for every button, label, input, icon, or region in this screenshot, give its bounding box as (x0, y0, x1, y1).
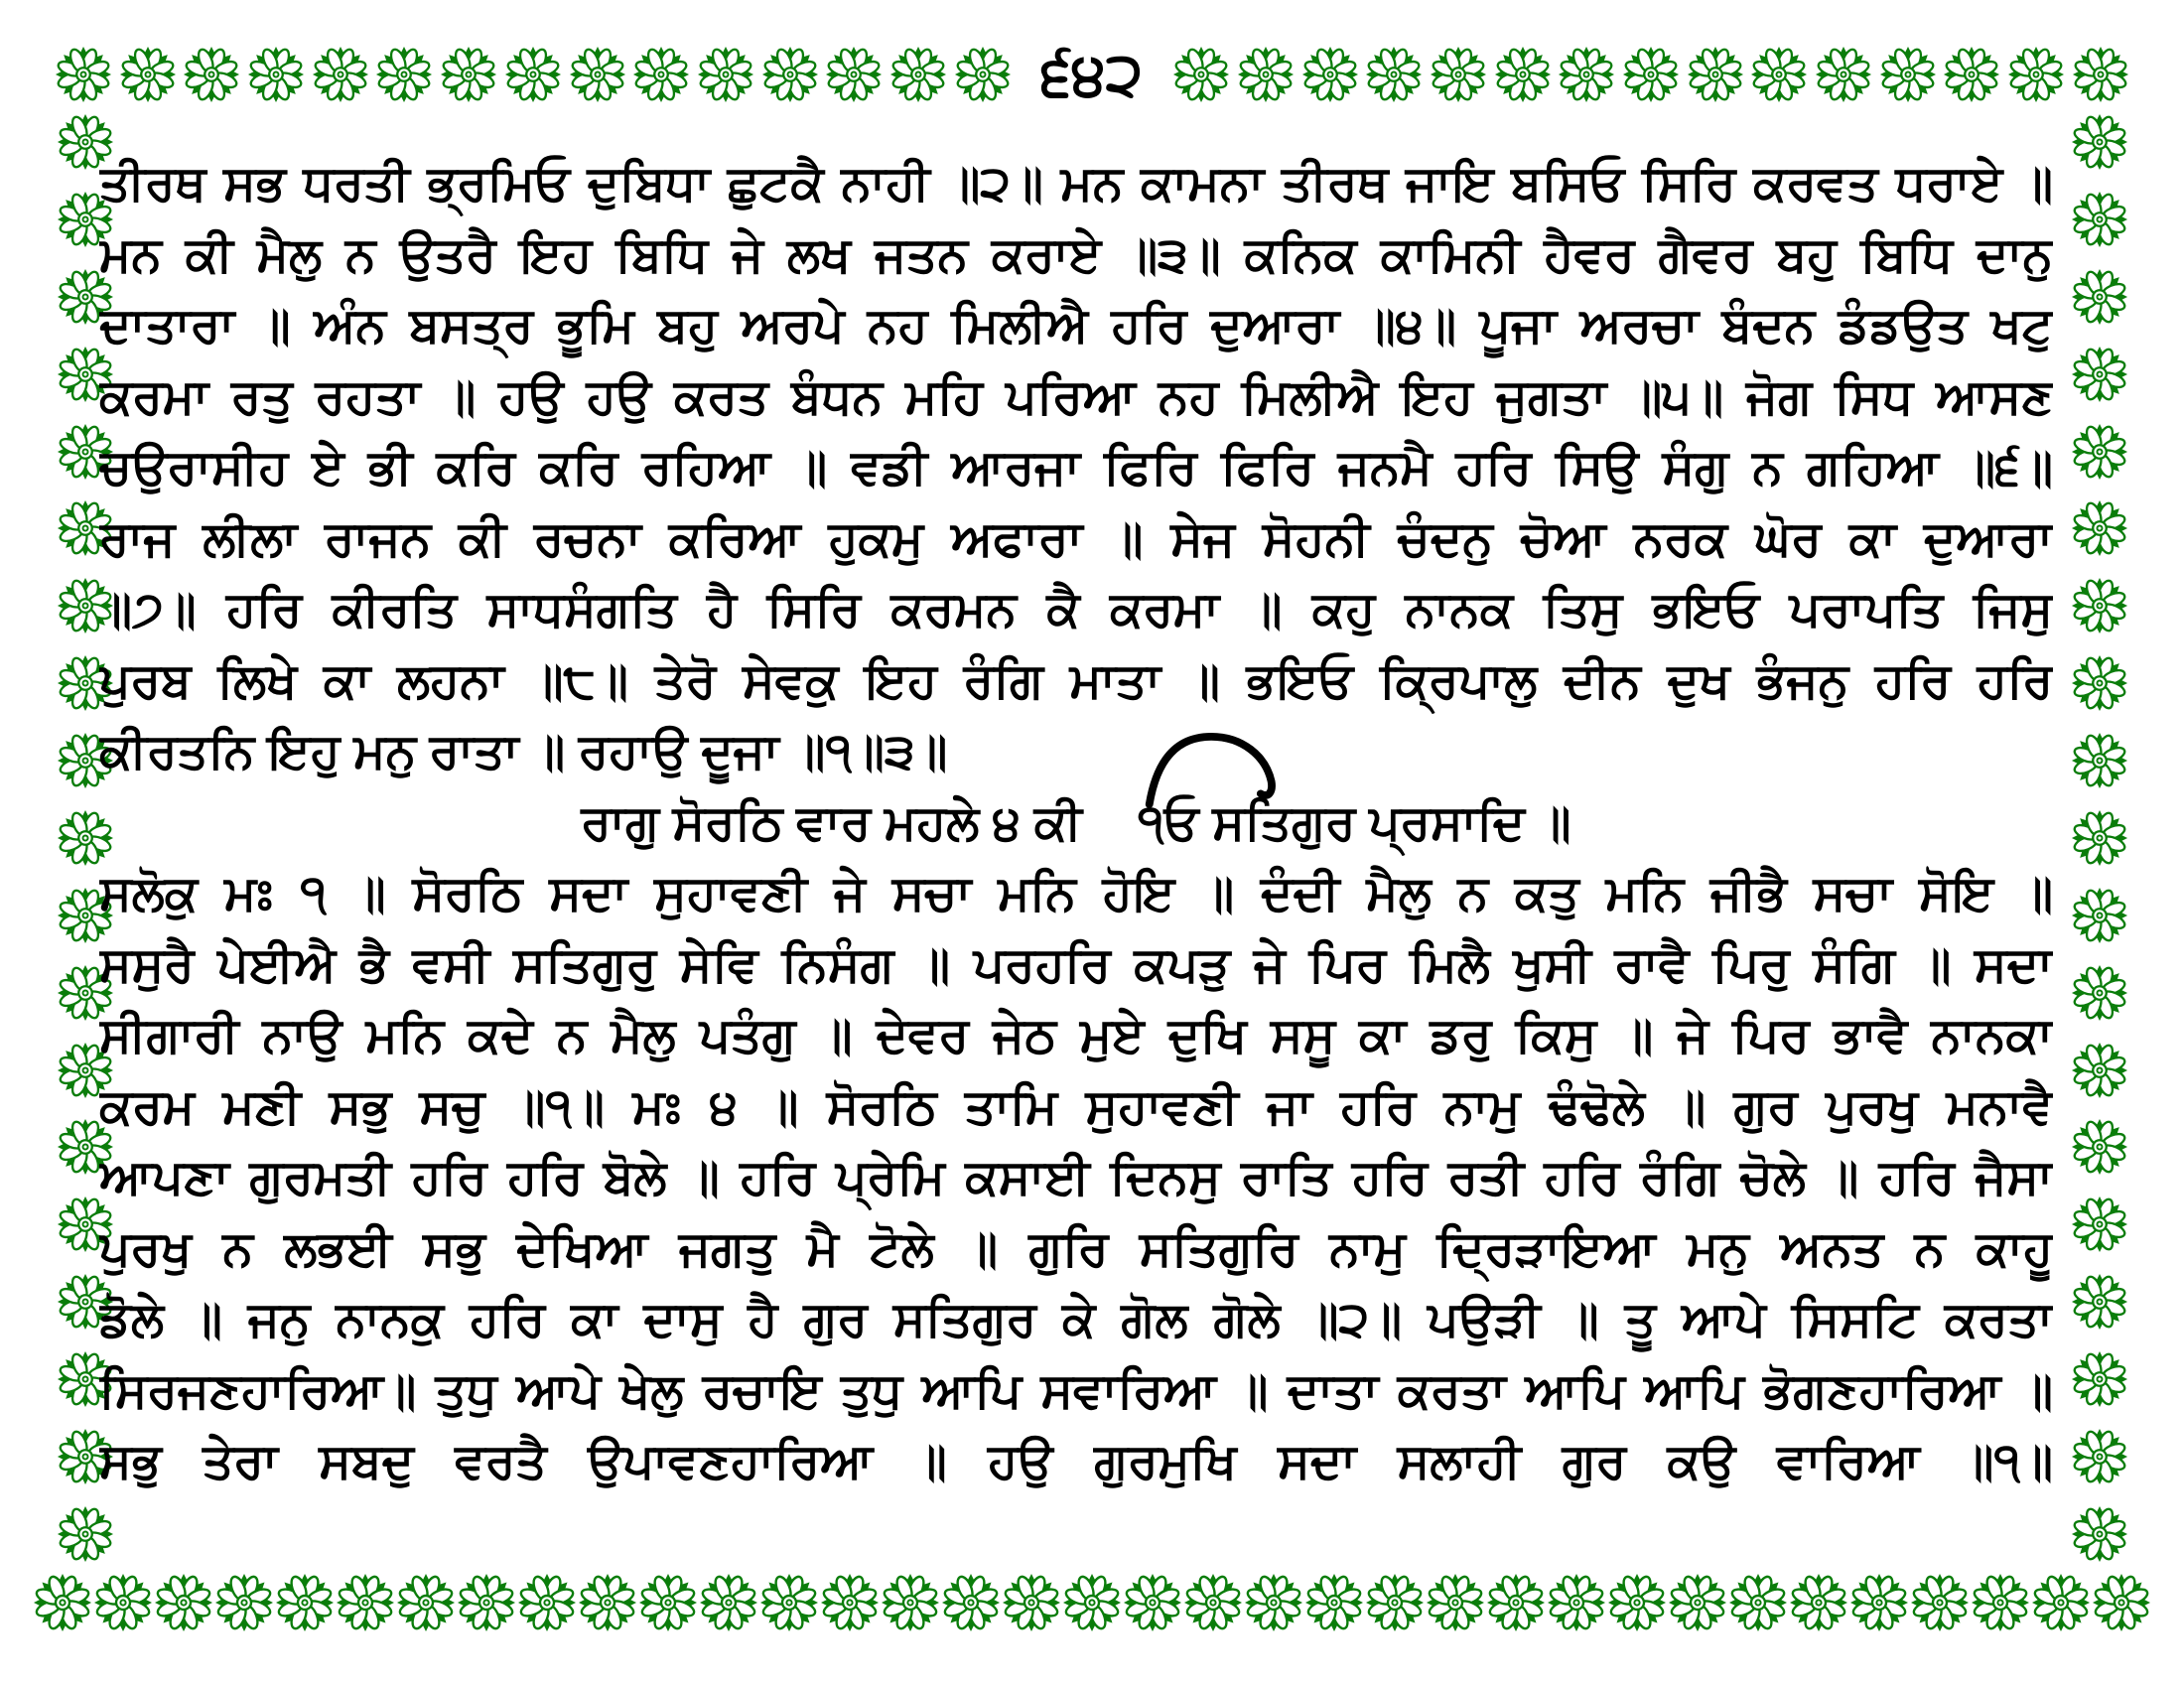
flower-ornament-icon (2071, 1196, 2128, 1253)
flower-ornament-icon (941, 1573, 1001, 1632)
flower-ornament-icon (954, 46, 1012, 103)
flower-ornament-icon (2071, 191, 2128, 248)
flower-ornament-icon (1789, 1573, 1848, 1632)
text-line-7: ॥੭॥ ਹਰਿ ਕੀਰਤਿ ਸਾਧਸੰਗਤਿ ਹੈ ਸਿਰਿ ਕਰਮਨ ਕੈ ਕਰਮਾ ॥ ਕਹੁ ਨਾਨਕ ਤਿਸੁ ਭਇਓ ਪਰਾਪਤਿ ਜਿਸੁ (99, 583, 2053, 636)
flower-ornament-icon (1943, 46, 2000, 103)
flower-ornament-icon (2071, 1428, 2128, 1485)
flower-ornament-icon (1304, 1573, 1364, 1632)
raag-header-line (99, 788, 2053, 860)
flower-ornament-icon (1237, 46, 1295, 103)
flower-ornament-icon (2072, 46, 2129, 103)
flower-ornament-icon (1430, 46, 1487, 103)
flower-ornament-icon (1486, 1573, 1546, 1632)
flower-ornament-icon (1062, 1573, 1122, 1632)
flower-ornament-icon (2071, 1350, 2128, 1408)
text-line-5: ਚਉਰਾਸੀਹ ਏ ਭੀ ਕਰਿ ਕਰਿ ਰਹਿਆ ॥ ਵਡੀ ਆਰਜਾ ਫਿਰਿ ਫਿਰਿ ਜਨਮੈ ਹਰਿ ਸਿਉ ਸੰਗੁ ਨ ਗਹਿਆ ॥੬॥ (99, 441, 2053, 494)
flower-ornament-icon (55, 46, 112, 103)
flower-ornament-icon (183, 46, 240, 103)
text-line-9: ਕੀਰਤਨਿ ਇਹੁ ਮਨੁ ਰਾਤਾ ॥ ਰਹਾਉ ਦੂਜਾ ॥੧॥੩॥ (99, 725, 948, 778)
flower-ornament-icon (820, 1573, 880, 1632)
flower-ornament-icon (1971, 1573, 2030, 1632)
flower-ornament-icon (2071, 1042, 2128, 1099)
flower-ornament-icon (632, 46, 690, 103)
flower-ornament-icon (2092, 1573, 2151, 1632)
flower-ornament-icon (1494, 46, 1552, 103)
flower-ornament-icon (2071, 113, 2128, 171)
flower-ornament-icon (1365, 1573, 1425, 1632)
text-line-16: ਪੁਰਖੁ ਨ ਲਭਈ ਸਭੁ ਦੇਖਿਆ ਜਗਤੁ ਮੈ ਟੋਲੇ ॥ ਗੁਰਿ ਸਤਿਗੁਰਿ ਨਾਮੁ ਦ੍ਰਿੜਾਇਆ ਮਨੁ ਅਨਤ ਨ ਕਾਹੂ (99, 1221, 2053, 1276)
page-number: ੬੪੨ (1040, 41, 1144, 107)
flower-ornament-icon (697, 46, 754, 103)
flower-ornament-icon (1750, 46, 1808, 103)
flower-ornament-icon (1002, 1573, 1061, 1632)
flower-ornament-icon (1910, 1573, 1970, 1632)
flower-ornament-icon (1668, 1573, 1727, 1632)
flower-ornament-icon (2071, 809, 2128, 867)
flower-ornament-icon (517, 1573, 577, 1632)
flower-ornament-icon (759, 1573, 819, 1632)
top-border-right-ornaments (1172, 45, 2129, 104)
flower-ornament-icon (1879, 46, 1937, 103)
text-line-2: ਮਨ ਕੀ ਮੈਲੁ ਨ ਉਤਰੈ ਇਹ ਬਿਧਿ ਜੇ ਲਖ ਜਤਨ ਕਰਾਏ ॥੩॥ ਕਨਿਕ ਕਾਮਿਨੀ ਹੈਵਰ ਗੈਵਰ ਬਹੁ ਬਿਧਿ ਦਾਨੁ (99, 227, 2053, 282)
flower-ornament-icon (1849, 1573, 1909, 1632)
flower-ornament-icon (761, 46, 819, 103)
flower-ornament-icon (275, 1573, 335, 1632)
top-border-left-ornaments (55, 45, 1012, 104)
text-line-15: ਆਪਣਾ ਗੁਰਮਤੀ ਹਰਿ ਹਰਿ ਬੋਲੇ ॥ ਹਰਿ ਪ੍ਰੇਮਿ ਕਸਾਈ ਦਿਨਸੁ ਰਾਤਿ ਹਰਿ ਰਤੀ ਹਰਿ ਰੰਗਿ ਚੋਲੇ ॥ ਹਰਿ ਜੈਸਾ (99, 1151, 2053, 1204)
flower-ornament-icon (1728, 1573, 1788, 1632)
text-line-6: ਰਾਜ ਲੀਲਾ ਰਾਜਨ ਕੀ ਰਚਨਾ ਕਰਿਆ ਹੁਕਮੁ ਅਫਾਰਾ ॥ ਸੇਜ ਸੋਹਨੀ ਚੰਦਨੁ ਚੋਆ ਨਰਕ ਘੋਰ ਕਾ ਦੁਆਰਾ (99, 511, 2053, 566)
flower-ornament-icon (1622, 46, 1680, 103)
text-line-4: ਕਰਮਾ ਰਤੁ ਰਹਤਾ ॥ ਹਉ ਹਉ ਕਰਤ ਬੰਧਨ ਮਹਿ ਪਰਿਆ ਨਹ ਮਿਲੀਐ ਇਹ ਜੁਗਤਾ ॥੫॥ ਜੋਗ ਸਿਧ ਆਸਣ (99, 369, 2053, 424)
flower-ornament-icon (2071, 1273, 2128, 1331)
text-line-17: ਡੋਲੇ ॥ ਜਨੁ ਨਾਨਕੁ ਹਰਿ ਕਾ ਦਾਸੁ ਹੈ ਗੁਰ ਸਤਿਗੁਰ ਕੇ ਗੋਲ ਗੋਲੇ ॥੨॥ ਪਉੜੀ ॥ ਤੂ ਆਪੇ ਸਿਸਟਿ ਕਰਤਾ (99, 1293, 2053, 1346)
flower-ornament-icon (2071, 268, 2128, 326)
flower-ornament-icon (2071, 499, 2128, 557)
flower-ornament-icon (214, 1573, 274, 1632)
flower-ornament-icon (2071, 887, 2128, 944)
text-line-19: ਸਭੁ ਤੇਰਾ ਸਬਦੁ ਵਰਤੈ ਉਪਾਵਣਹਾਰਿਆ ॥ ਹਉ ਗੁਰਮੁਖਿ ਸਦਾ ਸਲਾਹੀ ਗੁਰ ਕਉ ਵਾਰਿਆ ॥੧॥ (99, 1435, 2053, 1488)
flower-ornament-icon (2007, 46, 2065, 103)
text-line-18: ਸਿਰਜਣਹਾਰਿਆ॥ ਤੁਧੁ ਆਪੇ ਖੇਲੁ ਰਚਾਇ ਤੁਧੁ ਆਪਿ ਸਵਾਰਿਆ ॥ ਦਾਤਾ ਕਰਤਾ ਆਪਿ ਆਪਿ ਭੋਗਣਹਾਰਿਆ ॥ (99, 1363, 2053, 1418)
flower-ornament-icon (825, 46, 883, 103)
flower-ornament-icon (396, 1573, 456, 1632)
flower-ornament-icon (699, 1573, 758, 1632)
top-border (55, 40, 2129, 109)
flower-ornament-icon (2071, 1505, 2128, 1563)
flower-ornament-icon (2071, 423, 2128, 481)
flower-ornament-icon (312, 46, 369, 103)
flower-ornament-icon (2071, 964, 2128, 1022)
flower-ornament-icon (93, 1573, 153, 1632)
flower-ornament-icon (2071, 1118, 2128, 1176)
flower-ornament-icon (1172, 46, 1230, 103)
mangal-ik-onkar: ੧ਓ ਸਤਿਗੁਰ ਪ੍ਰਸਾਦਿ ॥ (1138, 788, 1571, 860)
flower-ornament-icon (2071, 732, 2128, 789)
flower-ornament-icon (1123, 1573, 1182, 1632)
flower-ornament-icon (569, 46, 626, 103)
flower-ornament-icon (1558, 46, 1615, 103)
text-line-12: ਸਸੁਰੈ ਪੇਈਐ ਭੈ ਵਸੀ ਸਤਿਗੁਰੁ ਸੇਵਿ ਨਿਸੰਗ ॥ ਪਰਹਰਿ ਕਪੜੁ ਜੇ ਪਿਰ ਮਿਲੈ ਖੁਸੀ ਰਾਵੈ ਪਿਰੁ ਸੰਗਿ ॥ ਸਦਾ (99, 937, 2053, 992)
flower-ornament-icon (889, 46, 947, 103)
bottom-border (33, 1571, 2151, 1634)
flower-ornament-icon (638, 1573, 698, 1632)
flower-ornament-icon (504, 46, 562, 103)
scripture-text (99, 149, 2053, 1498)
text-line-3: ਦਾਤਾਰਾ ॥ ਅੰਨ ਬਸਤ੍ਰ ਭੂਮਿ ਬਹੁ ਅਰਪੇ ਨਹ ਮਿਲੀਐ ਹਰਿ ਦੁਆਰਾ ॥੪॥ ਪੂਜਾ ਅਰਚਾ ਬੰਦਨ ਡੰਡਉਤ ਖਟੁ (99, 299, 2053, 352)
flower-ornament-icon (1426, 1573, 1485, 1632)
flower-ornament-icon (1301, 46, 1359, 103)
text-line-14: ਕਰਮ ਮਣੀ ਸਭੁ ਸਚੁ ॥੧॥ ਮਃ ੪ ॥ ਸੋਰਠਿ ਤਾਮਿ ਸੁਹਾਵਣੀ ਜਾ ਹਰਿ ਨਾਮੁ ਢੰਢੋਲੇ ॥ ਗੁਰ ਪੁਰਖੁ ਮਨਾਵੈ (99, 1079, 2053, 1134)
flower-ornament-icon (247, 46, 305, 103)
flower-ornament-icon (2071, 346, 2128, 403)
flower-ornament-icon (1547, 1573, 1606, 1632)
raag-title: ਰਾਗੁ ਸੋਰਠਿ ਵਾਰ ਮਹਲੇ ੪ ਕੀ (581, 795, 1082, 850)
text-line-13: ਸੀਗਾਰੀ ਨਾਉ ਮਨਿ ਕਦੇ ਨ ਮੈਲੁ ਪਤੰਗੁ ॥ ਦੇਵਰ ਜੇਠ ਮੁਏ ਦੁਖਿ ਸਸੂ ਕਾ ਡਰੁ ਕਿਸੁ ॥ ਜੇ ਪਿਰ ਭਾਵੈ ਨਾਨਕਾ (99, 1009, 2053, 1062)
text-line-11: ਸਲੋਕੁ ਮਃ ੧ ॥ ਸੋਰਠਿ ਸਦਾ ਸੁਹਾਵਣੀ ਜੇ ਸਚਾ ਮਨਿ ਹੋਇ ॥ ਦੰਦੀ ਮੈਲੁ ਨ ਕਤੁ ਮਨਿ ਜੀਭੈ ਸਚਾ ਸੋਇ ॥ (99, 867, 2053, 920)
flower-ornament-icon (1815, 46, 1872, 103)
right-border (2069, 113, 2130, 1563)
flower-ornament-icon (457, 1573, 516, 1632)
flower-ornament-icon (578, 1573, 637, 1632)
flower-ornament-icon (881, 1573, 940, 1632)
flower-ornament-icon (1183, 1573, 1243, 1632)
flower-ornament-icon (440, 46, 497, 103)
text-line-1: ਤੀਰਥ ਸਭ ਧਰਤੀ ਭ੍ਰਮਿਓ ਦੁਬਿਧਾ ਛੁਟਕੈ ਨਾਹੀ ॥੨॥ ਮਨ ਕਾਮਨਾ ਤੀਰਥ ਜਾਇ ਬਸਿਓ ਸਿਰਿ ਕਰਵਤ ਧਰਾਏ ॥ (99, 157, 2053, 211)
flower-ornament-icon (154, 1573, 213, 1632)
flower-ornament-icon (119, 46, 177, 103)
flower-ornament-icon (336, 1573, 395, 1632)
flower-ornament-icon (2071, 654, 2128, 712)
flower-ornament-icon (375, 46, 433, 103)
flower-ornament-icon (1365, 46, 1423, 103)
flower-ornament-icon (33, 1573, 92, 1632)
flower-ornament-icon (2031, 1573, 2091, 1632)
flower-ornament-icon (1607, 1573, 1667, 1632)
flower-ornament-icon (57, 1505, 114, 1563)
flower-ornament-icon (1687, 46, 1744, 103)
text-line-8: ਪੁਰਬ ਲਿਖੇ ਕਾ ਲਹਨਾ ॥੮॥ ਤੇਰੋ ਸੇਵਕੁ ਇਹ ਰੰਗਿ ਮਾਤਾ ॥ ਭਇਓ ਕ੍ਰਿਪਾਲੁ ਦੀਨ ਦੁਖ ਭੰਜਨੁ ਹਰਿ ਹਰਿ (99, 653, 2053, 708)
flower-ornament-icon (1244, 1573, 1303, 1632)
flower-ornament-icon (2071, 577, 2128, 634)
